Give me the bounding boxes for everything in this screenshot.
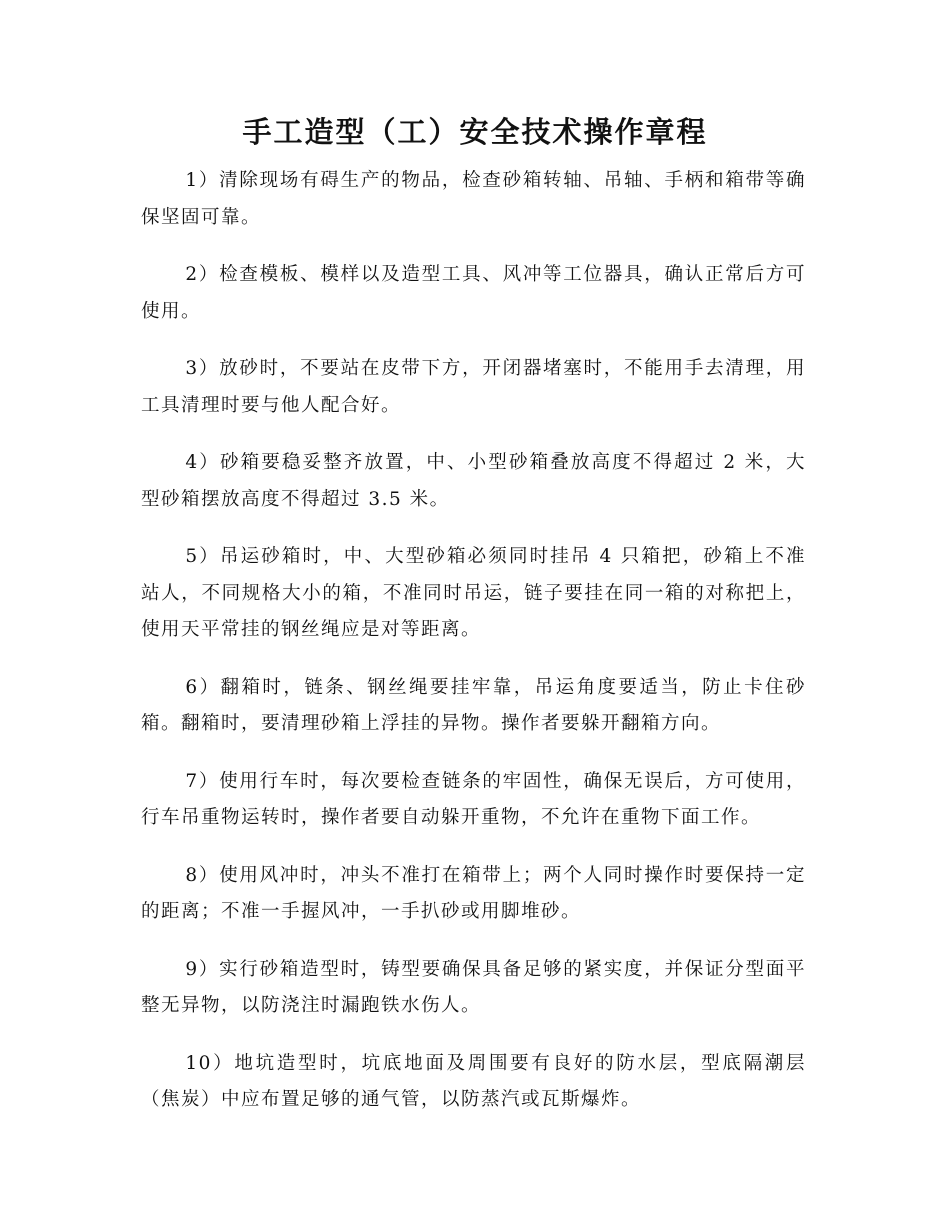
paragraph-10: 10）地坑造型时，坑底地面及周围要有良好的防水层，型底隔潮层（焦炭）中应布置足够的通气管，以防蒸汽或瓦斯爆炸。: [141, 1052, 806, 1110]
paragraph-7: 7）使用行车时，每次要检查链条的牢固性，确保无误后，方可使用，行车吊重物运转时，操作者要自动躲开重物，不允许在重物下面工作。: [141, 770, 806, 828]
paragraph-2: 2）检查模板、模样以及造型工具、风冲等工位器具，确认正常后方可使用。: [141, 264, 806, 322]
paragraph-6: 6）翻箱时，链条、钢丝绳要挂牢靠，吊运角度要适当，防止卡住砂箱。翻箱时，要清理砂箱上浮挂的异物。操作者要躲开翻箱方向。: [141, 676, 806, 734]
paragraph-9: 9）实行砂箱造型时，铸型要确保具备足够的紧实度，并保证分型面平整无异物，以防浇注时漏跑铁水伤人。: [141, 958, 806, 1016]
paragraph-5: 5）吊运砂箱时，中、大型砂箱必须同时挂吊 4 只箱把，砂箱上不准站人，不同规格大小的箱，不准同时吊运，链子要挂在同一箱的对称把上，使用天平常挂的钢丝绳应是对等距离。: [141, 546, 806, 640]
paragraph-3: 3）放砂时，不要站在皮带下方，开闭器堵塞时，不能用手去清理，用工具清理时要与他人配合好。: [141, 358, 806, 416]
paragraph-8: 8）使用风冲时，冲头不准打在箱带上；两个人同时操作时要保持一定的距离；不准一手握风冲，一手扒砂或用脚堆砂。: [141, 864, 806, 922]
document-title: 手工造型（工）安全技术操作章程: [242, 115, 708, 149]
paragraph-4: 4）砂箱要稳妥整齐放置，中、小型砂箱叠放高度不得超过 2 米，大型砂箱摆放高度不得超过 3.5 米。: [141, 452, 806, 510]
paragraph-1: 1）清除现场有碍生产的物品，检查砂箱转轴、吊轴、手柄和箱带等确保坚固可靠。: [141, 170, 806, 228]
document-body: [141, 163, 806, 1140]
